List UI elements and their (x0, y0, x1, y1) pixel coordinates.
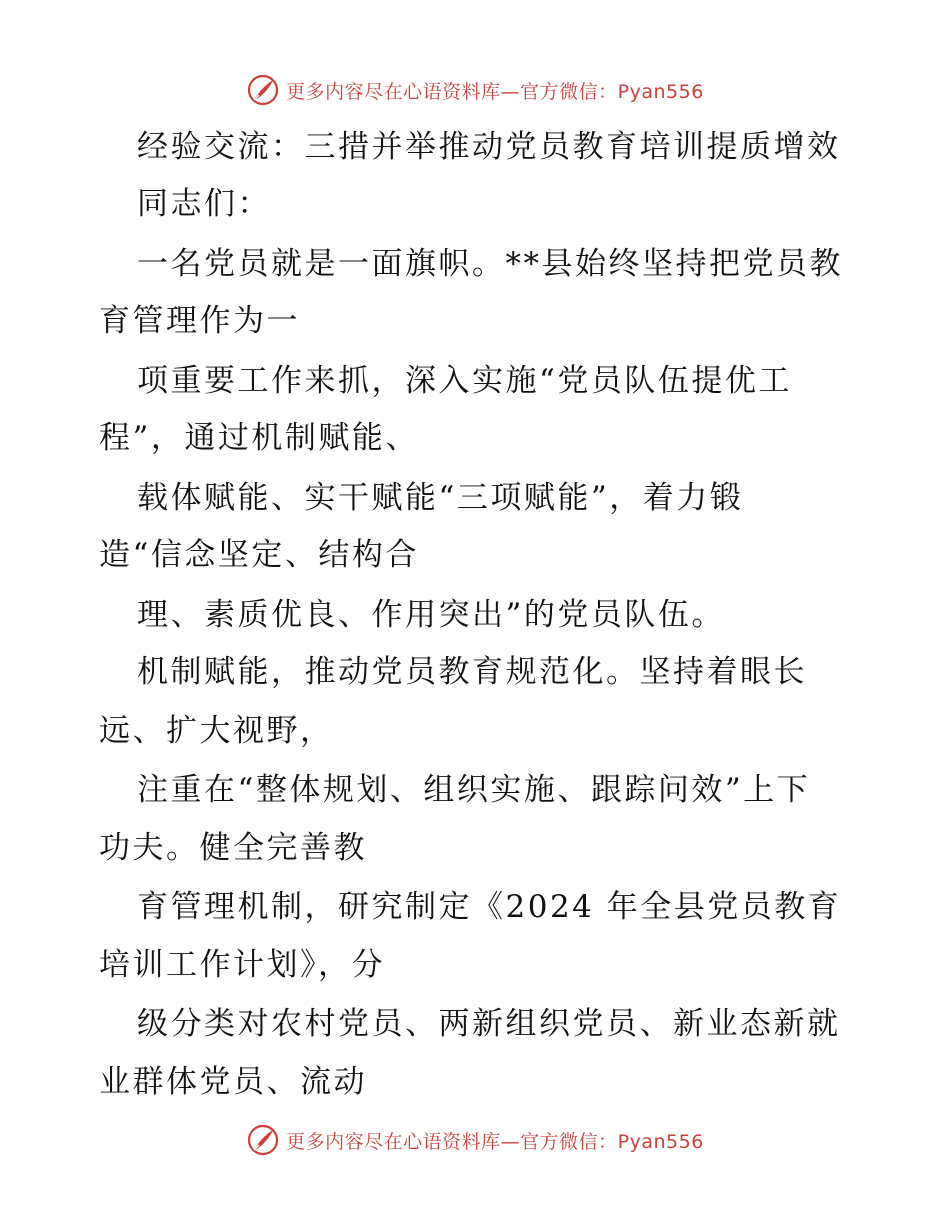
paragraph-line: 业群体党员、流动 (99, 1064, 367, 1100)
footer-watermark-text: 更多内容尽在心语资料库—官方微信：Pyan556 (286, 1130, 704, 1153)
paragraph-line: 远、扩大视野， (99, 713, 334, 749)
paragraph-line: 一名党员就是一面旗帜。**县始终坚持把党员教 (137, 246, 843, 282)
paragraph-line: 造“信念坚定、结构合 (99, 537, 419, 573)
quill-pen-logo-icon (246, 1123, 280, 1157)
paragraph-line: 育管理作为一 (99, 303, 300, 339)
quill-pen-logo-icon (246, 73, 280, 107)
document-title: 经验交流：三措并举推动党员教育培训提质增效 (137, 129, 841, 165)
paragraph-line: 理、素质优良、作用突出”的党员队伍。 (137, 597, 725, 633)
paragraph-line: 培训工作计划》，分 (99, 947, 385, 983)
paragraph-line: 功夫。健全完善教 (99, 830, 367, 866)
paragraph-line: 级分类对农村党员、两新组织党员、新业态新就 (137, 1006, 841, 1042)
salutation: 同志们： (137, 186, 271, 222)
paragraph-line: 项重要工作来抓，深入实施“党员队伍提优工 (137, 363, 792, 399)
section-heading-line: 机制赋能，推动党员教育规范化。坚持着眼长 (137, 654, 807, 690)
header-watermark-banner (0, 70, 950, 110)
paragraph-line: 育管理机制，研究制定《2024 年全县党员教育 (137, 889, 842, 925)
paragraph-line: 注重在“整体规划、组织实施、跟踪问效”上下 (137, 772, 811, 808)
paragraph-line: 程”，通过机制赋能、 (99, 420, 419, 456)
footer-watermark-banner (0, 1120, 950, 1160)
header-watermark-text: 更多内容尽在心语资料库—官方微信：Pyan556 (286, 80, 704, 103)
paragraph-line: 载体赋能、实干赋能“三项赋能”，着力锻 (137, 480, 744, 516)
